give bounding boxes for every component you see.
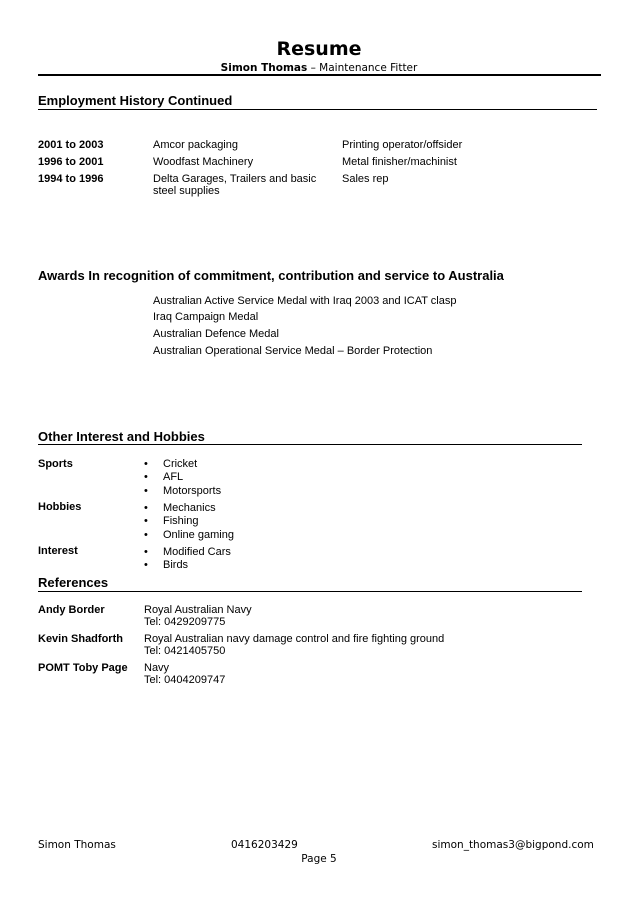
page-subtitle [0, 62, 638, 74]
bullet-icon: • [144, 485, 148, 497]
interest-item: Modified Cars [163, 546, 231, 558]
employment-company: Amcor packaging [153, 139, 238, 151]
bullet-icon: • [144, 559, 148, 571]
bullet-icon: • [144, 529, 148, 541]
bullet-icon: • [144, 502, 148, 514]
reference-tel: Tel: 0421405750 [144, 645, 226, 657]
employment-company: Woodfast Machinery [153, 156, 254, 168]
employment-years: 2001 to 2003 [38, 139, 104, 151]
interest-group-label: Sports [38, 458, 73, 470]
interest-group-label: Hobbies [38, 501, 82, 513]
reference-name: POMT Toby Page [38, 662, 128, 674]
interest-item: Motorsports [163, 485, 222, 497]
page-title: Resume [276, 38, 362, 60]
employment-rule [38, 109, 597, 110]
footer-phone: 0416203429 [231, 839, 298, 851]
employment-position: Printing operator/offsider [342, 139, 463, 151]
footer-page-number: Page 5 [301, 853, 337, 865]
employment-years: 1994 to 1996 [38, 173, 104, 185]
header-rule [38, 74, 601, 76]
interest-item: Fishing [163, 515, 199, 527]
interest-item: Mechanics [163, 502, 216, 514]
employment-position: Sales rep [342, 173, 389, 185]
subtitle-name: Simon Thomas [220, 62, 308, 74]
employment-company-cont: steel supplies [153, 185, 220, 197]
interest-item: AFL [163, 471, 184, 483]
reference-tel: Tel: 0429209775 [144, 616, 226, 628]
employment-position: Metal finisher/machinist [342, 156, 457, 168]
bullet-icon: • [144, 546, 148, 558]
reference-name: Kevin Shadforth [38, 633, 123, 645]
reference-tel: Tel: 0404209747 [144, 674, 226, 686]
employment-years: 1996 to 2001 [38, 156, 104, 168]
reference-name: Andy Border [38, 604, 105, 616]
award-item: Australian Operational Service Medal – Border Protection [153, 345, 433, 357]
interest-item: Birds [163, 559, 189, 571]
interests-rule [38, 444, 582, 445]
subtitle-role: Maintenance Fitter [319, 62, 418, 74]
award-item: Australian Defence Medal [153, 328, 279, 340]
reference-org: Royal Australian navy damage control and fire fighting ground [144, 633, 445, 645]
interest-item: Online gaming [163, 529, 234, 541]
reference-org: Navy [144, 662, 170, 674]
bullet-icon: • [144, 471, 148, 483]
bullet-icon: • [144, 458, 148, 470]
bullet-icon: • [144, 515, 148, 527]
interests-heading: Other Interest and Hobbies [38, 429, 205, 444]
footer-email: simon_thomas3@bigpond.com [432, 839, 594, 851]
awards-heading: Awards In recognition of commitment, contribution and service to Australia [38, 268, 504, 283]
subtitle-separator: – [307, 62, 320, 74]
employment-company: Delta Garages, Trailers and basic [153, 173, 317, 185]
award-item: Australian Active Service Medal with Iraq 2003 and ICAT clasp [153, 295, 457, 307]
references-heading: References [38, 575, 109, 590]
references-rule [38, 591, 582, 592]
footer-name: Simon Thomas [38, 839, 116, 851]
interest-group-label: Interest [38, 545, 78, 557]
interest-item: Cricket [163, 458, 198, 470]
employment-heading: Employment History Continued [38, 93, 233, 108]
reference-org: Royal Australian Navy [144, 604, 252, 616]
award-item: Iraq Campaign Medal [153, 311, 259, 323]
